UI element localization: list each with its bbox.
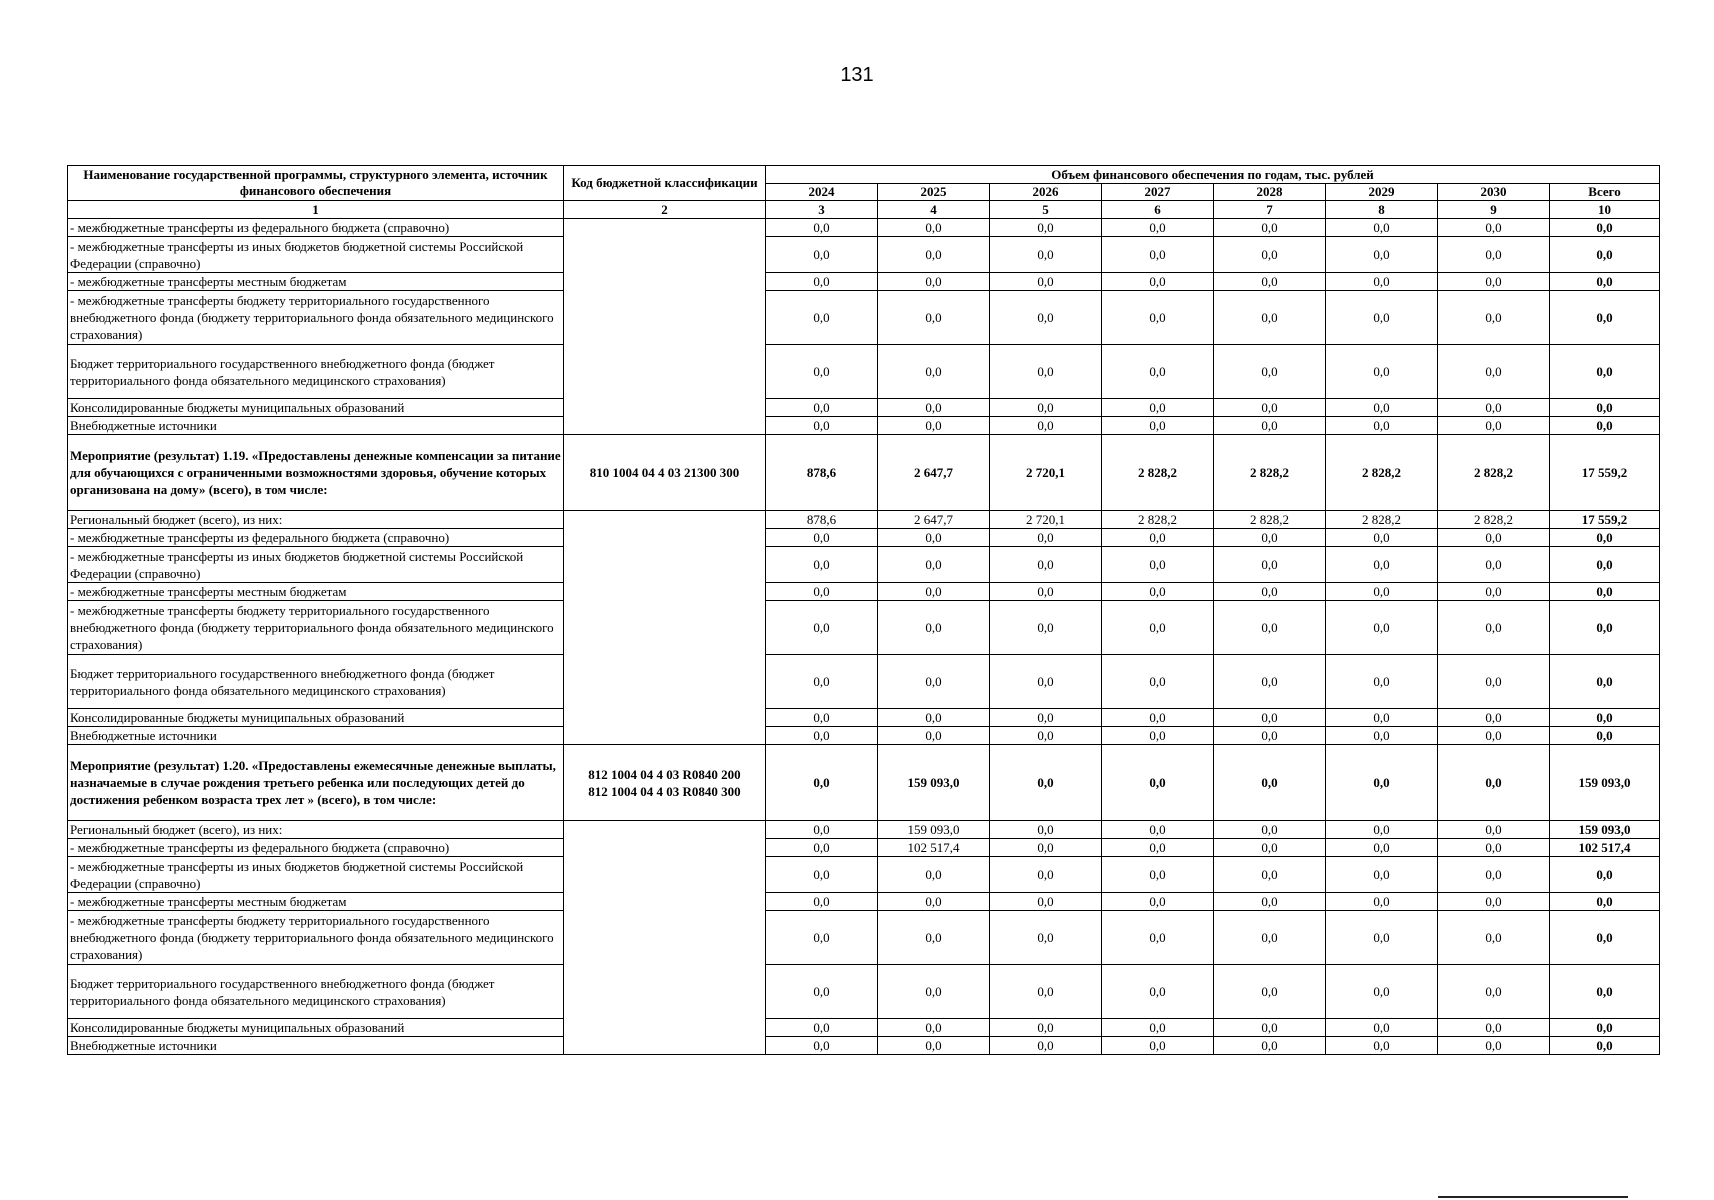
row-value: 0,0 <box>1102 291 1214 345</box>
row-value: 0,0 <box>1214 237 1326 273</box>
row-value: 0,0 <box>1326 911 1438 965</box>
row-value: 0,0 <box>990 1037 1102 1055</box>
row-value: 2 828,2 <box>1438 511 1550 529</box>
row-value: 2 647,7 <box>878 511 990 529</box>
row-value: 0,0 <box>1438 237 1550 273</box>
row-value: 0,0 <box>766 709 878 727</box>
row-value: 0,0 <box>990 529 1102 547</box>
row-code <box>564 511 766 745</box>
row-value: 0,0 <box>878 727 990 745</box>
header-name: Наименование государственной программы, структурного элемента, источник финансового обеспечения <box>68 166 564 201</box>
row-name: - межбюджетные трансферты из иных бюджетов бюджетной системы Российской Федерации (справочно) <box>68 857 564 893</box>
row-value: 0,0 <box>1102 727 1214 745</box>
row-name: Мероприятие (результат) 1.20. «Предоставлены ежемесячные денежные выплаты, назначаемые в случае рождения третьего ребенка или последующих детей до достижения ребенком возраста трех лет » (всего), в том числе: <box>68 745 564 821</box>
row-value: 0,0 <box>990 399 1102 417</box>
row-value: 0,0 <box>766 1019 878 1037</box>
table-row <box>68 601 1660 655</box>
column-number: 5 <box>990 201 1102 219</box>
table-row <box>68 435 1660 511</box>
row-value: 0,0 <box>1326 291 1438 345</box>
row-value: 0,0 <box>878 583 990 601</box>
row-value: 0,0 <box>878 345 990 399</box>
row-total: 0,0 <box>1550 655 1660 709</box>
column-number: 2 <box>564 201 766 219</box>
column-number: 4 <box>878 201 990 219</box>
row-value: 0,0 <box>990 583 1102 601</box>
row-value: 0,0 <box>766 965 878 1019</box>
row-value: 0,0 <box>1438 821 1550 839</box>
row-value: 0,0 <box>1214 727 1326 745</box>
row-value: 0,0 <box>878 601 990 655</box>
row-value: 0,0 <box>766 727 878 745</box>
row-value: 0,0 <box>1214 655 1326 709</box>
row-total: 0,0 <box>1550 529 1660 547</box>
row-total: 0,0 <box>1550 857 1660 893</box>
column-number: 6 <box>1102 201 1214 219</box>
row-value: 0,0 <box>1214 547 1326 583</box>
row-total: 0,0 <box>1550 601 1660 655</box>
row-value: 0,0 <box>1326 547 1438 583</box>
table-row <box>68 857 1660 893</box>
header-year: 2024 <box>766 184 878 201</box>
row-value: 0,0 <box>990 965 1102 1019</box>
row-value: 0,0 <box>990 727 1102 745</box>
row-value: 0,0 <box>1214 911 1326 965</box>
row-value: 0,0 <box>1102 709 1214 727</box>
budget-table-body <box>68 219 1660 1055</box>
row-value: 2 828,2 <box>1102 511 1214 529</box>
row-value: 0,0 <box>1102 237 1214 273</box>
row-value: 0,0 <box>766 821 878 839</box>
row-value: 0,0 <box>1326 1037 1438 1055</box>
row-value: 0,0 <box>990 821 1102 839</box>
row-name: Консолидированные бюджеты муниципальных образований <box>68 1019 564 1037</box>
row-value: 0,0 <box>1438 219 1550 237</box>
row-value: 0,0 <box>1214 529 1326 547</box>
row-value: 0,0 <box>766 745 878 821</box>
table-row <box>68 291 1660 345</box>
row-name: Внебюджетные источники <box>68 1037 564 1055</box>
row-name: - межбюджетные трансферты из иных бюджетов бюджетной системы Российской Федерации (справочно) <box>68 237 564 273</box>
row-value: 0,0 <box>1438 399 1550 417</box>
row-value: 0,0 <box>878 911 990 965</box>
row-value: 0,0 <box>1326 237 1438 273</box>
row-value: 0,0 <box>1438 529 1550 547</box>
row-value: 0,0 <box>1326 727 1438 745</box>
row-value: 0,0 <box>1214 821 1326 839</box>
budget-table <box>67 165 1660 1055</box>
row-value: 0,0 <box>1214 417 1326 435</box>
row-value: 0,0 <box>1438 893 1550 911</box>
row-value: 0,0 <box>1438 345 1550 399</box>
row-name: Внебюджетные источники <box>68 417 564 435</box>
row-value: 0,0 <box>878 399 990 417</box>
row-total: 0,0 <box>1550 219 1660 237</box>
row-value: 0,0 <box>1102 583 1214 601</box>
row-value: 0,0 <box>1214 893 1326 911</box>
row-value: 0,0 <box>766 219 878 237</box>
row-value: 0,0 <box>990 417 1102 435</box>
row-name: Консолидированные бюджеты муниципальных образований <box>68 399 564 417</box>
row-value: 0,0 <box>1438 273 1550 291</box>
header-year: 2026 <box>990 184 1102 201</box>
row-name: - межбюджетные трансферты местным бюджетам <box>68 273 564 291</box>
table-row <box>68 345 1660 399</box>
row-value: 0,0 <box>990 345 1102 399</box>
page-number: 131 <box>840 64 874 86</box>
column-number: 10 <box>1550 201 1660 219</box>
row-value: 0,0 <box>1214 291 1326 345</box>
row-value: 2 720,1 <box>990 511 1102 529</box>
row-value: 0,0 <box>1438 601 1550 655</box>
row-total: 0,0 <box>1550 345 1660 399</box>
row-value: 0,0 <box>878 291 990 345</box>
header-year: 2030 <box>1438 184 1550 201</box>
row-value: 2 828,2 <box>1438 435 1550 511</box>
row-value: 2 828,2 <box>1214 435 1326 511</box>
row-value: 0,0 <box>766 1037 878 1055</box>
row-value: 0,0 <box>1326 893 1438 911</box>
column-number: 1 <box>68 201 564 219</box>
row-value: 0,0 <box>1438 839 1550 857</box>
table-row <box>68 511 1660 529</box>
row-value: 0,0 <box>878 237 990 273</box>
row-value: 0,0 <box>990 857 1102 893</box>
row-total: 0,0 <box>1550 709 1660 727</box>
row-value: 0,0 <box>878 965 990 1019</box>
row-value: 0,0 <box>1438 291 1550 345</box>
row-value: 0,0 <box>766 345 878 399</box>
row-value: 0,0 <box>1326 601 1438 655</box>
row-name: - межбюджетные трансферты местным бюджетам <box>68 583 564 601</box>
row-value: 0,0 <box>1102 601 1214 655</box>
row-name: Бюджет территориального государственного внебюджетного фонда (бюджет территориального фонда обязательного медицинского страхования) <box>68 345 564 399</box>
row-value: 2 828,2 <box>1214 511 1326 529</box>
row-value: 0,0 <box>1438 911 1550 965</box>
table-row <box>68 399 1660 417</box>
row-value: 0,0 <box>990 655 1102 709</box>
row-total: 0,0 <box>1550 237 1660 273</box>
row-value: 0,0 <box>1438 965 1550 1019</box>
row-value: 0,0 <box>1326 273 1438 291</box>
row-value: 0,0 <box>1326 857 1438 893</box>
header-total: Всего <box>1550 184 1660 201</box>
header-year: 2028 <box>1214 184 1326 201</box>
header-year: 2029 <box>1326 184 1438 201</box>
header-volume: Объем финансового обеспечения по годам, тыс. рублей <box>766 166 1660 184</box>
row-value: 0,0 <box>990 547 1102 583</box>
row-value: 0,0 <box>1326 583 1438 601</box>
row-value: 0,0 <box>1326 965 1438 1019</box>
row-value: 0,0 <box>1438 655 1550 709</box>
row-value: 0,0 <box>1326 839 1438 857</box>
row-value: 0,0 <box>1326 417 1438 435</box>
row-value: 0,0 <box>1438 745 1550 821</box>
row-value: 0,0 <box>1102 821 1214 839</box>
table-row <box>68 965 1660 1019</box>
row-value: 0,0 <box>1102 839 1214 857</box>
row-code: 810 1004 04 4 03 21300 300 <box>564 435 766 511</box>
column-number: 7 <box>1214 201 1326 219</box>
row-total: 0,0 <box>1550 291 1660 345</box>
row-value: 0,0 <box>1214 857 1326 893</box>
row-value: 0,0 <box>1326 219 1438 237</box>
row-name: - межбюджетные трансферты из федерального бюджета (справочно) <box>68 529 564 547</box>
table-row <box>68 1019 1660 1037</box>
row-value: 0,0 <box>990 911 1102 965</box>
row-value: 0,0 <box>1102 399 1214 417</box>
table-row <box>68 529 1660 547</box>
row-value: 0,0 <box>1214 1037 1326 1055</box>
row-name: - межбюджетные трансферты бюджету территориального государственного внебюджетного фонда (бюджету территориального фонда обязательного медицинского страхования) <box>68 601 564 655</box>
row-value: 0,0 <box>1326 345 1438 399</box>
row-value: 0,0 <box>1102 345 1214 399</box>
row-value: 0,0 <box>766 291 878 345</box>
row-total: 0,0 <box>1550 727 1660 745</box>
row-total: 17 559,2 <box>1550 511 1660 529</box>
budget-table-container <box>67 165 1659 1055</box>
row-value: 159 093,0 <box>878 745 990 821</box>
row-value: 0,0 <box>1326 1019 1438 1037</box>
row-total: 0,0 <box>1550 1037 1660 1055</box>
row-value: 0,0 <box>1214 601 1326 655</box>
row-name: Региональный бюджет (всего), из них: <box>68 821 564 839</box>
row-name: Внебюджетные источники <box>68 727 564 745</box>
row-value: 0,0 <box>990 219 1102 237</box>
row-value: 0,0 <box>766 601 878 655</box>
row-value: 0,0 <box>1214 273 1326 291</box>
row-name: - межбюджетные трансферты бюджету территориального государственного внебюджетного фонда (бюджету территориального фонда обязательного медицинского страхования) <box>68 291 564 345</box>
row-value: 0,0 <box>1102 547 1214 583</box>
row-value: 878,6 <box>766 511 878 529</box>
row-total: 102 517,4 <box>1550 839 1660 857</box>
row-total: 0,0 <box>1550 547 1660 583</box>
row-value: 0,0 <box>1326 655 1438 709</box>
row-value: 0,0 <box>1326 399 1438 417</box>
header-code: Код бюджетной классификации <box>564 166 766 201</box>
row-value: 0,0 <box>1102 893 1214 911</box>
header-year: 2027 <box>1102 184 1214 201</box>
row-value: 0,0 <box>766 237 878 273</box>
row-value: 0,0 <box>990 601 1102 655</box>
row-value: 0,0 <box>1102 857 1214 893</box>
row-value: 159 093,0 <box>878 821 990 839</box>
row-value: 0,0 <box>766 893 878 911</box>
row-value: 0,0 <box>1214 219 1326 237</box>
row-code <box>564 219 766 435</box>
table-row <box>68 727 1660 745</box>
table-row <box>68 709 1660 727</box>
row-total: 0,0 <box>1550 273 1660 291</box>
row-value: 0,0 <box>878 1019 990 1037</box>
row-value: 0,0 <box>878 273 990 291</box>
row-value: 0,0 <box>1214 745 1326 821</box>
row-name: Мероприятие (результат) 1.19. «Предоставлены денежные компенсации за питание для обучающихся с ограниченными возможностями здоровья, обучение которых организована на дому» (всего), в том числе: <box>68 435 564 511</box>
row-value: 0,0 <box>1438 709 1550 727</box>
row-name: Консолидированные бюджеты муниципальных образований <box>68 709 564 727</box>
row-value: 0,0 <box>990 745 1102 821</box>
row-value: 0,0 <box>766 417 878 435</box>
row-value: 0,0 <box>990 839 1102 857</box>
row-total: 0,0 <box>1550 583 1660 601</box>
row-value: 0,0 <box>990 1019 1102 1037</box>
row-value: 0,0 <box>990 273 1102 291</box>
row-value: 0,0 <box>1214 965 1326 1019</box>
row-value: 0,0 <box>766 547 878 583</box>
row-value: 0,0 <box>1326 821 1438 839</box>
row-value: 0,0 <box>766 839 878 857</box>
row-value: 0,0 <box>1102 417 1214 435</box>
column-number-row <box>68 201 1660 219</box>
column-number: 3 <box>766 201 878 219</box>
row-value: 0,0 <box>878 547 990 583</box>
table-row <box>68 839 1660 857</box>
row-name: - межбюджетные трансферты местным бюджетам <box>68 893 564 911</box>
row-value: 0,0 <box>766 529 878 547</box>
table-row <box>68 1037 1660 1055</box>
row-value: 0,0 <box>1438 1019 1550 1037</box>
row-total: 0,0 <box>1550 399 1660 417</box>
row-value: 0,0 <box>1438 417 1550 435</box>
table-row <box>68 583 1660 601</box>
row-value: 0,0 <box>1102 219 1214 237</box>
table-row <box>68 745 1660 821</box>
row-value: 0,0 <box>878 893 990 911</box>
column-number: 9 <box>1438 201 1550 219</box>
row-total: 0,0 <box>1550 965 1660 1019</box>
row-value: 0,0 <box>878 1037 990 1055</box>
row-value: 0,0 <box>990 893 1102 911</box>
row-value: 0,0 <box>766 583 878 601</box>
row-value: 0,0 <box>1438 727 1550 745</box>
row-value: 0,0 <box>1326 709 1438 727</box>
row-name: - межбюджетные трансферты из федерального бюджета (справочно) <box>68 839 564 857</box>
row-value: 2 828,2 <box>1326 511 1438 529</box>
table-row <box>68 655 1660 709</box>
row-value: 0,0 <box>878 857 990 893</box>
header-year: 2025 <box>878 184 990 201</box>
row-value: 0,0 <box>1214 709 1326 727</box>
row-value: 0,0 <box>766 273 878 291</box>
row-value: 0,0 <box>990 291 1102 345</box>
row-name: Бюджет территориального государственного внебюджетного фонда (бюджет территориального фонда обязательного медицинского страхования) <box>68 965 564 1019</box>
row-value: 0,0 <box>1438 547 1550 583</box>
row-value: 0,0 <box>1102 1037 1214 1055</box>
row-value: 0,0 <box>878 219 990 237</box>
table-row <box>68 547 1660 583</box>
row-value: 2 720,1 <box>990 435 1102 511</box>
row-name: - межбюджетные трансферты из иных бюджетов бюджетной системы Российской Федерации (справочно) <box>68 547 564 583</box>
row-value: 2 828,2 <box>1326 435 1438 511</box>
row-value: 0,0 <box>1438 583 1550 601</box>
table-row <box>68 893 1660 911</box>
row-total: 159 093,0 <box>1550 745 1660 821</box>
row-value: 0,0 <box>766 655 878 709</box>
row-name: Региональный бюджет (всего), из них: <box>68 511 564 529</box>
row-value: 0,0 <box>1214 345 1326 399</box>
row-value: 0,0 <box>1102 1019 1214 1037</box>
row-total: 0,0 <box>1550 893 1660 911</box>
row-value: 0,0 <box>1102 655 1214 709</box>
column-number: 8 <box>1326 201 1438 219</box>
row-total: 0,0 <box>1550 417 1660 435</box>
table-row <box>68 237 1660 273</box>
row-value: 0,0 <box>878 417 990 435</box>
row-value: 0,0 <box>990 709 1102 727</box>
row-value: 0,0 <box>1102 911 1214 965</box>
row-value: 0,0 <box>1102 529 1214 547</box>
row-value: 878,6 <box>766 435 878 511</box>
row-name: Бюджет территориального государственного внебюджетного фонда (бюджет территориального фонда обязательного медицинского страхования) <box>68 655 564 709</box>
row-total: 17 559,2 <box>1550 435 1660 511</box>
row-value: 0,0 <box>766 399 878 417</box>
row-value: 0,0 <box>878 655 990 709</box>
row-value: 0,0 <box>990 237 1102 273</box>
row-value: 102 517,4 <box>878 839 990 857</box>
row-name: - межбюджетные трансферты из федерального бюджета (справочно) <box>68 219 564 237</box>
row-value: 0,0 <box>1214 399 1326 417</box>
table-row <box>68 219 1660 237</box>
row-code: 812 1004 04 4 03 R0840 200 812 1004 04 4 03 R0840 300 <box>564 745 766 821</box>
row-value: 0,0 <box>1102 273 1214 291</box>
row-value: 0,0 <box>1214 583 1326 601</box>
table-row <box>68 821 1660 839</box>
table-row <box>68 911 1660 965</box>
table-row <box>68 417 1660 435</box>
row-value: 2 647,7 <box>878 435 990 511</box>
row-value: 0,0 <box>766 857 878 893</box>
row-value: 0,0 <box>1438 1037 1550 1055</box>
footer-line <box>1438 1196 1628 1198</box>
row-total: 159 093,0 <box>1550 821 1660 839</box>
row-value: 0,0 <box>1326 529 1438 547</box>
row-total: 0,0 <box>1550 911 1660 965</box>
row-value: 2 828,2 <box>1102 435 1214 511</box>
row-name: - межбюджетные трансферты бюджету территориального государственного внебюджетного фонда (бюджету территориального фонда обязательного медицинского страхования) <box>68 911 564 965</box>
row-value: 0,0 <box>766 911 878 965</box>
row-value: 0,0 <box>878 529 990 547</box>
row-total: 0,0 <box>1550 1019 1660 1037</box>
row-code <box>564 821 766 1055</box>
row-value: 0,0 <box>1326 745 1438 821</box>
row-value: 0,0 <box>1214 839 1326 857</box>
row-value: 0,0 <box>1102 965 1214 1019</box>
row-value: 0,0 <box>1438 857 1550 893</box>
row-value: 0,0 <box>878 709 990 727</box>
row-value: 0,0 <box>1214 1019 1326 1037</box>
row-value: 0,0 <box>1102 745 1214 821</box>
table-row <box>68 273 1660 291</box>
